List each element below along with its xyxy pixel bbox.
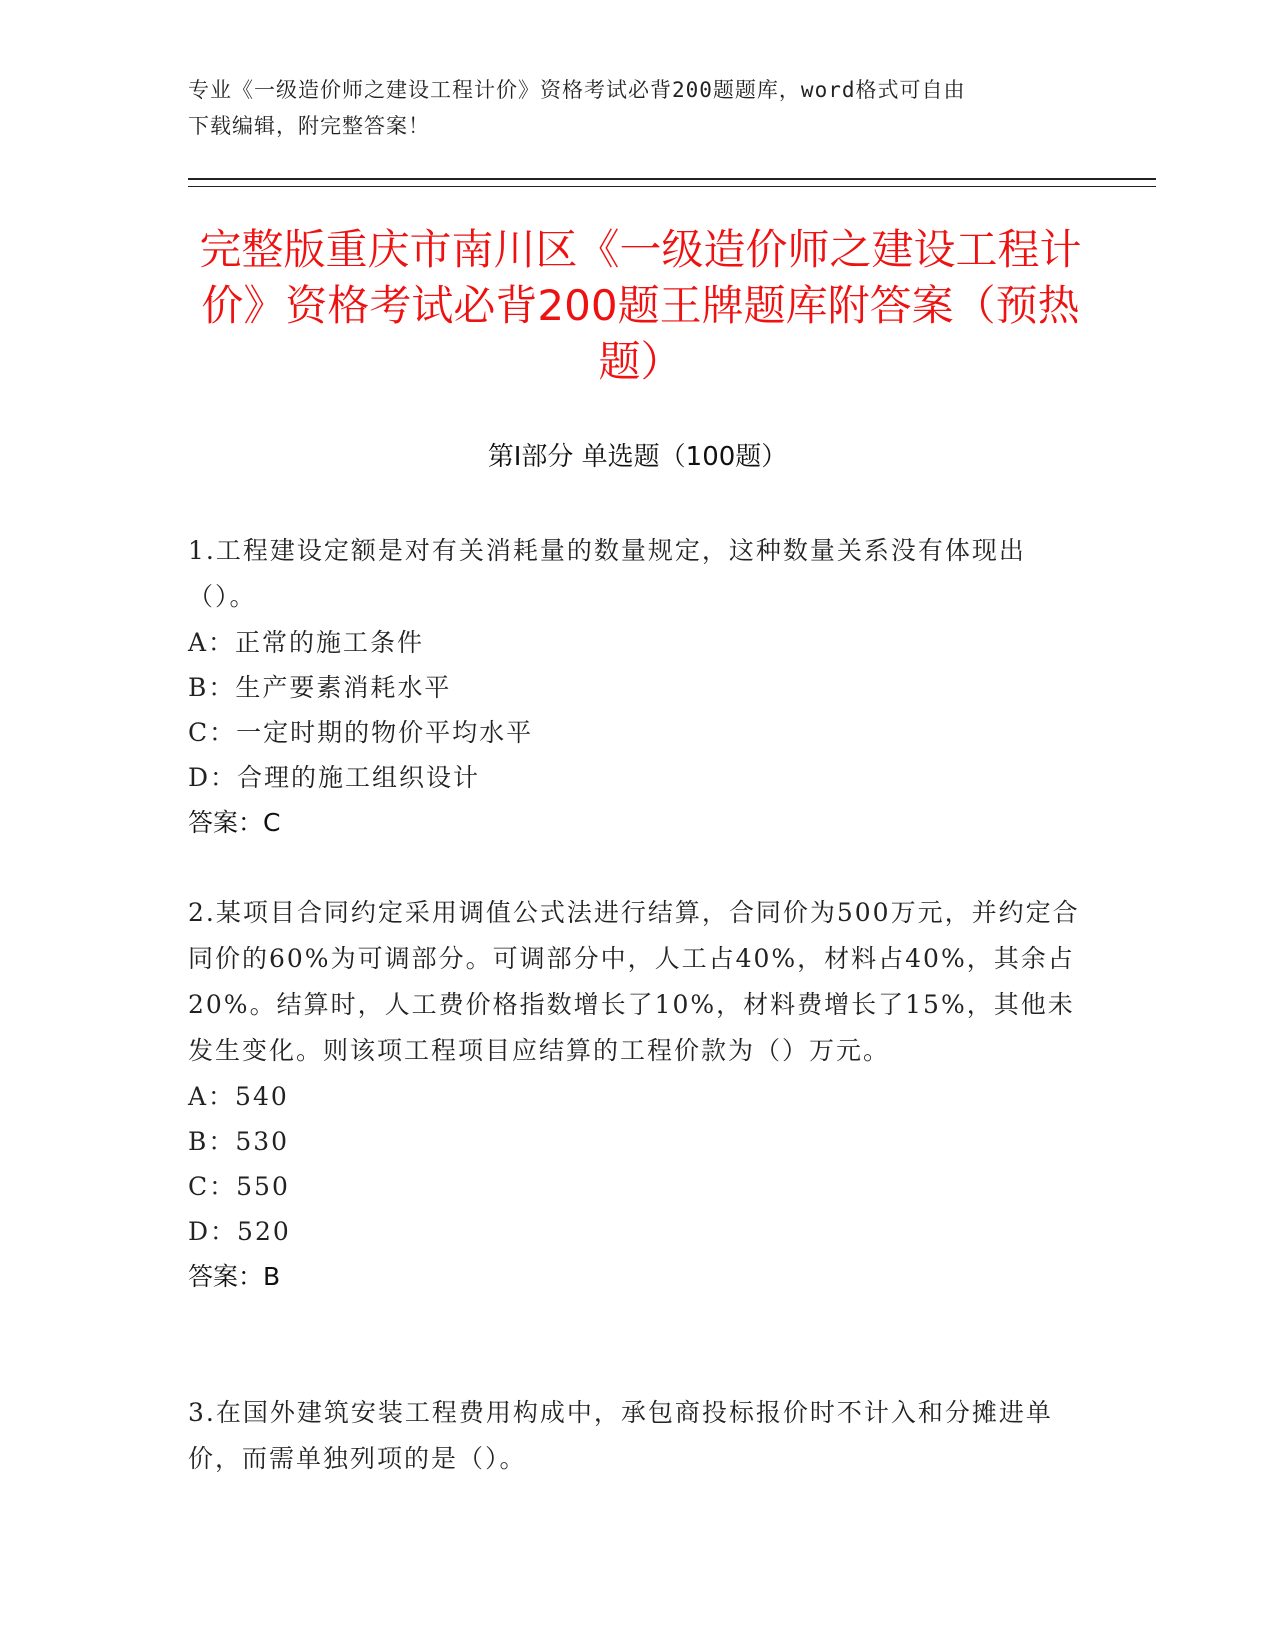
option-a: A：正常的施工条件 <box>188 628 425 657</box>
question-stem: 2.某项目合同约定采用调值公式法进行结算，合同价为500万元，并约定合同价的60%为可调部分。可调部分中，人工占40%，材料占40%，其余占20%。结算时，人工费价格指数增长了10%，材料费增长了15%，其他未发生变化。则该项工程项目应结算的工程价款为（）万元。 <box>188 898 1080 1065</box>
option-b: B：530 <box>188 1127 290 1156</box>
section-title: 第Ⅰ部分 单选题（100题） <box>487 442 788 472</box>
header-note-line-2: 下载编辑，附完整答案！ <box>188 114 430 138</box>
question-stem: 1.工程建设定额是对有关消耗量的数量规定，这种数量关系没有体现出（）。 <box>188 536 1026 611</box>
question-2 <box>188 890 1093 1300</box>
option-b: B：生产要素消耗水平 <box>188 673 452 702</box>
answer: 答案：C <box>188 808 281 837</box>
question-3 <box>188 1390 1093 1482</box>
option-a: A：540 <box>188 1082 289 1111</box>
document-title: 完整版重庆市南川区《一级造价师之建设工程计价》资格考试必背200题王牌题库附答案（预热题） <box>199 225 1082 386</box>
header-divider-thin <box>188 186 1156 187</box>
option-d: D：520 <box>188 1217 291 1246</box>
option-d: D：合理的施工组织设计 <box>188 763 481 792</box>
header-divider-thick <box>188 178 1156 180</box>
question-stem: 3.在国外建筑安装工程费用构成中，承包商投标报价时不计入和分摊进单价，而需单独列项的是（）。 <box>188 1398 1053 1473</box>
question-1 <box>188 528 1093 846</box>
option-c: C：550 <box>188 1172 290 1201</box>
option-c: C：一定时期的物价平均水平 <box>188 718 534 747</box>
header-note-line-1: 专业《一级造价师之建设工程计价》资格考试必背200题题库，word格式可自由 <box>188 78 966 102</box>
header-note <box>188 72 1088 144</box>
answer: 答案：B <box>188 1262 281 1291</box>
